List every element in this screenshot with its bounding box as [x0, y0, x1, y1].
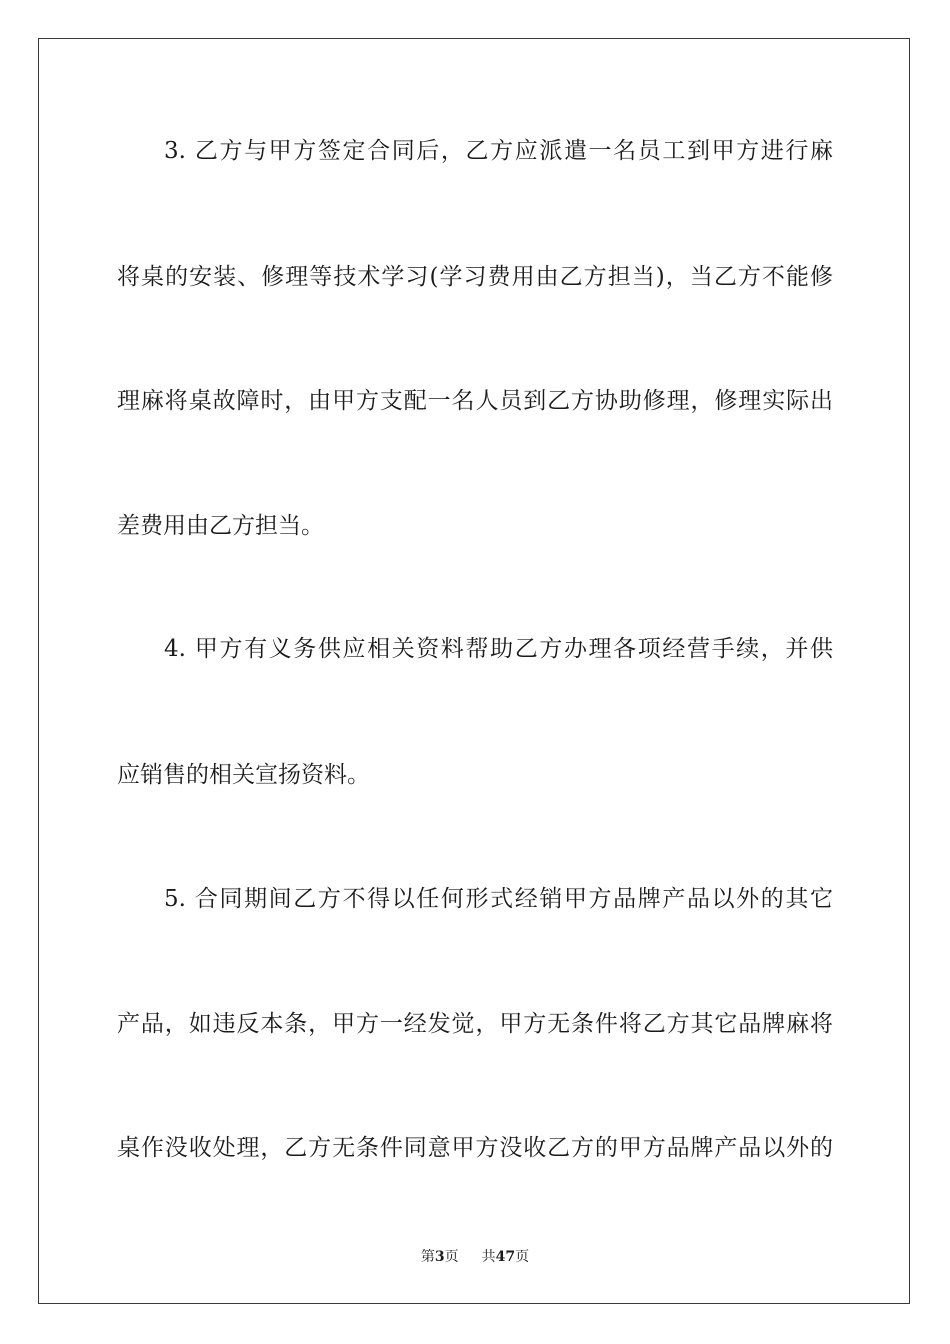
paragraph-3-line-1: 3. 乙方与甲方签定合同后，乙方应派遣一名员工到甲方进行麻	[164, 138, 833, 164]
total-pages: 47	[495, 1249, 516, 1265]
page-footer	[0, 1246, 950, 1266]
page-border	[38, 38, 910, 1304]
paragraph-5-line-1: 5. 合同期间乙方不得以任何形式经销甲方品牌产品以外的其它	[164, 886, 833, 912]
paragraph-3-line-4: 差费用由乙方担当。	[117, 513, 324, 539]
paragraph-4-line-1: 4. 甲方有义务供应相关资料帮助乙方办理各项经营手续，并供	[164, 636, 833, 662]
total-prefix: 共	[481, 1249, 496, 1265]
total-suffix: 页	[515, 1249, 530, 1265]
page-suffix: 页	[444, 1249, 459, 1265]
paragraph-4-line-2: 应销售的相关宣扬资料。	[117, 762, 370, 788]
paragraph-3-line-3: 理麻将桌故障时，由甲方支配一名人员到乙方协助修理，修理实际出	[117, 388, 833, 414]
page-prefix: 第	[420, 1249, 435, 1265]
paragraph-5-line-2: 产品，如违反本条，甲方一经发觉，甲方无条件将乙方其它品牌麻将	[117, 1011, 833, 1037]
page-number: 3	[434, 1249, 445, 1265]
paragraph-3-line-2: 将桌的安装、修理等技术学习(学习费用由乙方担当)，当乙方不能修	[117, 264, 833, 290]
paragraph-5-line-3: 桌作没收处理，乙方无条件同意甲方没收乙方的甲方品牌产品以外的	[117, 1135, 833, 1161]
